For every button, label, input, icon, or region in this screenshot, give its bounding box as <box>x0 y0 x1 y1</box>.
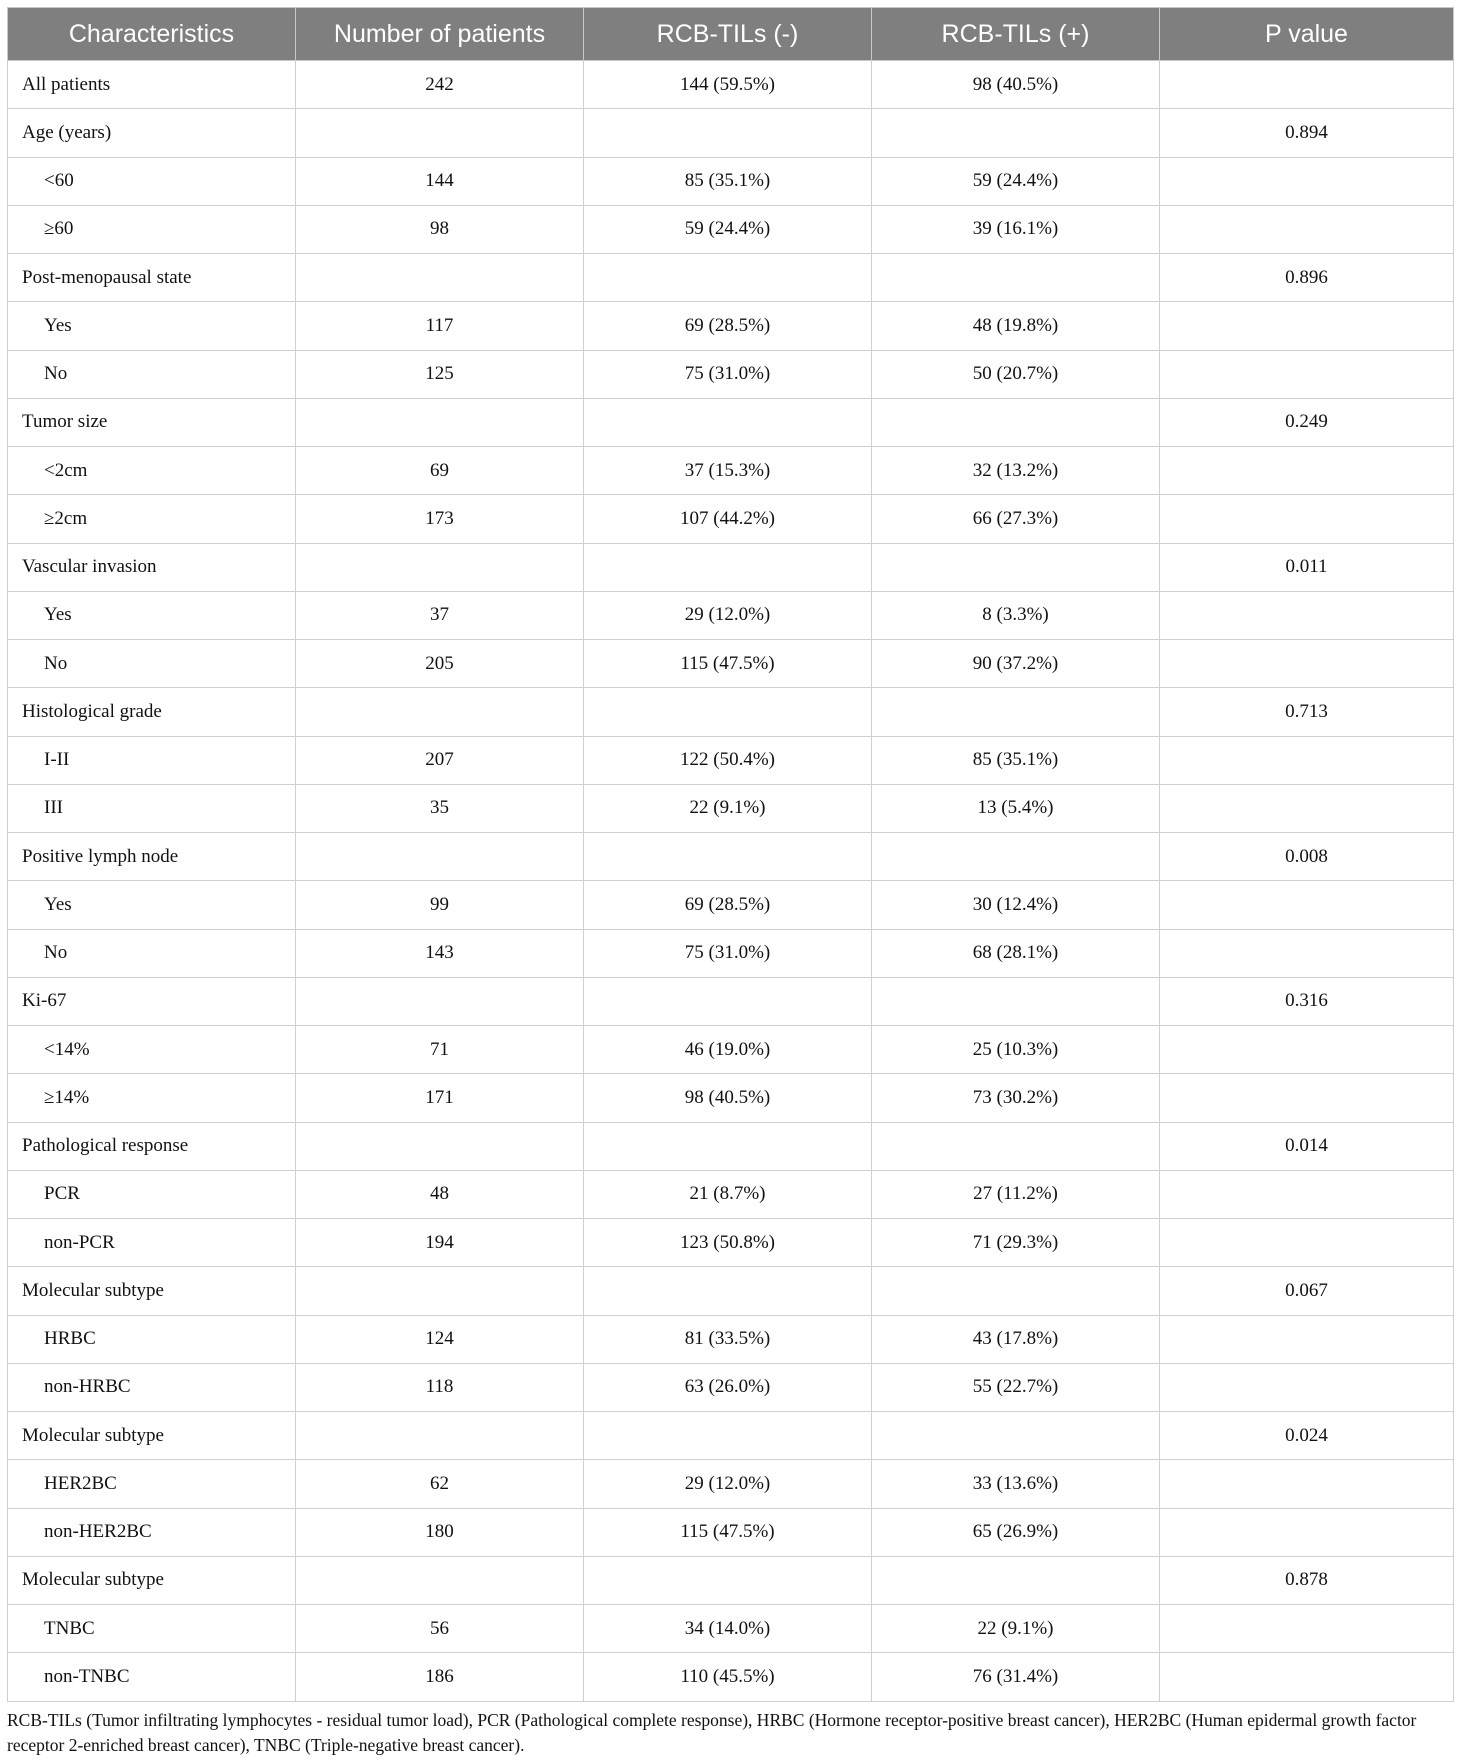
cell-rcb-tils-positive <box>872 254 1160 302</box>
cell-characteristic: Tumor size <box>8 398 296 446</box>
table-footnote: RCB-TILs (Tumor infiltrating lymphocytes - residual tumor load), PCR (Pathological complete response), HRBC (Hormone receptor-positive breast cancer), HER2BC (Human epidermal growth factor receptor 2-enriched breast cancer), TNBC (Triple-negative breast cancer). <box>7 1710 1417 1755</box>
cell-characteristic: Vascular invasion <box>8 543 296 591</box>
cell-number-of-patients: 205 <box>296 640 584 688</box>
cell-number-of-patients <box>296 1267 584 1315</box>
header-row <box>8 8 1454 61</box>
table-row-category <box>8 1122 1454 1170</box>
table-container <box>7 7 1453 1702</box>
cell-characteristic: ≥60 <box>8 205 296 253</box>
cell-number-of-patients: 62 <box>296 1460 584 1508</box>
cell-p-value: 0.894 <box>1160 109 1454 157</box>
cell-rcb-tils-positive: 68 (28.1%) <box>872 929 1160 977</box>
cell-p-value <box>1160 1605 1454 1653</box>
header-rcb-tils-positive: RCB-TILs (+) <box>872 8 1160 61</box>
cell-number-of-patients <box>296 543 584 591</box>
cell-number-of-patients: 125 <box>296 350 584 398</box>
cell-characteristic: HER2BC <box>8 1460 296 1508</box>
table-row-subgroup <box>8 447 1454 495</box>
cell-rcb-tils-negative <box>584 109 872 157</box>
cell-rcb-tils-negative: 122 (50.4%) <box>584 736 872 784</box>
cell-p-value: 0.878 <box>1160 1556 1454 1604</box>
table-row-category <box>8 61 1454 109</box>
cell-rcb-tils-negative: 37 (15.3%) <box>584 447 872 495</box>
cell-p-value <box>1160 1653 1454 1701</box>
cell-characteristic: Histological grade <box>8 688 296 736</box>
cell-number-of-patients <box>296 109 584 157</box>
cell-rcb-tils-negative <box>584 398 872 446</box>
cell-characteristic: <60 <box>8 157 296 205</box>
cell-rcb-tils-positive: 98 (40.5%) <box>872 61 1160 109</box>
cell-characteristic: Post-menopausal state <box>8 254 296 302</box>
cell-number-of-patients: 118 <box>296 1363 584 1411</box>
cell-characteristic: No <box>8 350 296 398</box>
cell-p-value <box>1160 881 1454 929</box>
header-p-value: P value <box>1160 8 1454 61</box>
cell-p-value <box>1160 1363 1454 1411</box>
cell-rcb-tils-positive: 25 (10.3%) <box>872 1026 1160 1074</box>
cell-p-value <box>1160 736 1454 784</box>
cell-rcb-tils-positive: 27 (11.2%) <box>872 1170 1160 1218</box>
table-row-category <box>8 109 1454 157</box>
cell-characteristic: Positive lymph node <box>8 833 296 881</box>
table-row-subgroup <box>8 640 1454 688</box>
cell-rcb-tils-negative: 115 (47.5%) <box>584 640 872 688</box>
cell-p-value: 0.014 <box>1160 1122 1454 1170</box>
cell-characteristic: No <box>8 640 296 688</box>
table-row-subgroup <box>8 157 1454 205</box>
cell-rcb-tils-negative <box>584 977 872 1025</box>
cell-rcb-tils-negative: 69 (28.5%) <box>584 881 872 929</box>
cell-number-of-patients: 173 <box>296 495 584 543</box>
cell-rcb-tils-positive <box>872 833 1160 881</box>
cell-number-of-patients: 98 <box>296 205 584 253</box>
cell-number-of-patients: 48 <box>296 1170 584 1218</box>
cell-number-of-patients <box>296 688 584 736</box>
cell-number-of-patients: 143 <box>296 929 584 977</box>
cell-p-value <box>1160 205 1454 253</box>
cell-rcb-tils-positive: 32 (13.2%) <box>872 447 1160 495</box>
cell-rcb-tils-negative: 107 (44.2%) <box>584 495 872 543</box>
cell-characteristic: No <box>8 929 296 977</box>
cell-number-of-patients: 37 <box>296 591 584 639</box>
cell-p-value <box>1160 157 1454 205</box>
cell-rcb-tils-positive: 13 (5.4%) <box>872 784 1160 832</box>
table-row-subgroup <box>8 881 1454 929</box>
cell-rcb-tils-positive <box>872 1267 1160 1315</box>
cell-number-of-patients: 117 <box>296 302 584 350</box>
cell-characteristic: Yes <box>8 302 296 350</box>
table-row-category <box>8 1412 1454 1460</box>
table-row-subgroup <box>8 929 1454 977</box>
cell-p-value <box>1160 1026 1454 1074</box>
cell-rcb-tils-positive: 65 (26.9%) <box>872 1508 1160 1556</box>
cell-rcb-tils-negative: 98 (40.5%) <box>584 1074 872 1122</box>
table-row-category <box>8 977 1454 1025</box>
table-row-subgroup <box>8 1460 1454 1508</box>
cell-characteristic: TNBC <box>8 1605 296 1653</box>
cell-number-of-patients: 124 <box>296 1315 584 1363</box>
cell-rcb-tils-negative <box>584 254 872 302</box>
table-row-subgroup <box>8 1219 1454 1267</box>
cell-number-of-patients: 144 <box>296 157 584 205</box>
cell-p-value <box>1160 1074 1454 1122</box>
cell-rcb-tils-positive <box>872 977 1160 1025</box>
cell-rcb-tils-negative: 34 (14.0%) <box>584 1605 872 1653</box>
cell-characteristic: <2cm <box>8 447 296 495</box>
cell-rcb-tils-negative <box>584 1412 872 1460</box>
cell-rcb-tils-negative <box>584 833 872 881</box>
cell-rcb-tils-positive <box>872 398 1160 446</box>
cell-rcb-tils-positive: 90 (37.2%) <box>872 640 1160 688</box>
table-row-subgroup <box>8 1653 1454 1701</box>
cell-rcb-tils-positive: 33 (13.6%) <box>872 1460 1160 1508</box>
table-row-subgroup <box>8 591 1454 639</box>
cell-characteristic: ≥14% <box>8 1074 296 1122</box>
cell-p-value <box>1160 640 1454 688</box>
cell-characteristic: Molecular subtype <box>8 1267 296 1315</box>
cell-rcb-tils-positive: 8 (3.3%) <box>872 591 1160 639</box>
cell-rcb-tils-negative: 46 (19.0%) <box>584 1026 872 1074</box>
cell-p-value <box>1160 591 1454 639</box>
characteristics-table <box>7 7 1454 1702</box>
cell-characteristic: HRBC <box>8 1315 296 1363</box>
cell-rcb-tils-positive: 66 (27.3%) <box>872 495 1160 543</box>
cell-p-value <box>1160 784 1454 832</box>
cell-number-of-patients: 171 <box>296 1074 584 1122</box>
table-row-subgroup <box>8 1605 1454 1653</box>
table-row-subgroup <box>8 205 1454 253</box>
cell-rcb-tils-negative: 115 (47.5%) <box>584 1508 872 1556</box>
cell-rcb-tils-positive: 50 (20.7%) <box>872 350 1160 398</box>
table-row-subgroup <box>8 1170 1454 1218</box>
cell-characteristic: Pathological response <box>8 1122 296 1170</box>
cell-rcb-tils-negative: 75 (31.0%) <box>584 350 872 398</box>
cell-number-of-patients: 207 <box>296 736 584 784</box>
table-row-category <box>8 833 1454 881</box>
cell-rcb-tils-positive: 85 (35.1%) <box>872 736 1160 784</box>
cell-rcb-tils-positive: 71 (29.3%) <box>872 1219 1160 1267</box>
cell-rcb-tils-positive <box>872 109 1160 157</box>
cell-rcb-tils-negative: 75 (31.0%) <box>584 929 872 977</box>
cell-number-of-patients <box>296 977 584 1025</box>
cell-number-of-patients: 186 <box>296 1653 584 1701</box>
cell-p-value <box>1160 1219 1454 1267</box>
cell-characteristic: I-II <box>8 736 296 784</box>
cell-characteristic: Molecular subtype <box>8 1556 296 1604</box>
cell-p-value <box>1160 61 1454 109</box>
table-row-category <box>8 543 1454 591</box>
cell-p-value: 0.024 <box>1160 1412 1454 1460</box>
table-row-subgroup <box>8 1363 1454 1411</box>
header-number-of-patients: Number of patients <box>296 8 584 61</box>
cell-rcb-tils-positive <box>872 1556 1160 1604</box>
cell-number-of-patients <box>296 1412 584 1460</box>
cell-p-value: 0.713 <box>1160 688 1454 736</box>
cell-rcb-tils-negative: 59 (24.4%) <box>584 205 872 253</box>
cell-p-value <box>1160 302 1454 350</box>
table-row-subgroup <box>8 736 1454 784</box>
cell-rcb-tils-negative: 110 (45.5%) <box>584 1653 872 1701</box>
header-rcb-tils-negative: RCB-TILs (-) <box>584 8 872 61</box>
cell-characteristic: Age (years) <box>8 109 296 157</box>
table-row-subgroup <box>8 1508 1454 1556</box>
cell-rcb-tils-negative <box>584 1267 872 1315</box>
cell-rcb-tils-positive <box>872 1122 1160 1170</box>
cell-rcb-tils-negative: 21 (8.7%) <box>584 1170 872 1218</box>
cell-p-value <box>1160 1170 1454 1218</box>
cell-p-value <box>1160 1315 1454 1363</box>
cell-number-of-patients: 56 <box>296 1605 584 1653</box>
cell-characteristic: III <box>8 784 296 832</box>
cell-number-of-patients <box>296 254 584 302</box>
cell-characteristic: PCR <box>8 1170 296 1218</box>
cell-number-of-patients: 69 <box>296 447 584 495</box>
cell-number-of-patients: 71 <box>296 1026 584 1074</box>
cell-rcb-tils-negative: 29 (12.0%) <box>584 591 872 639</box>
cell-p-value <box>1160 495 1454 543</box>
cell-rcb-tils-negative <box>584 1122 872 1170</box>
cell-number-of-patients <box>296 1556 584 1604</box>
table-row-subgroup <box>8 1074 1454 1122</box>
cell-rcb-tils-negative: 123 (50.8%) <box>584 1219 872 1267</box>
cell-rcb-tils-positive: 30 (12.4%) <box>872 881 1160 929</box>
cell-number-of-patients: 242 <box>296 61 584 109</box>
cell-rcb-tils-positive: 55 (22.7%) <box>872 1363 1160 1411</box>
cell-p-value <box>1160 447 1454 495</box>
cell-p-value: 0.249 <box>1160 398 1454 446</box>
table-row-subgroup <box>8 784 1454 832</box>
cell-rcb-tils-positive <box>872 543 1160 591</box>
cell-rcb-tils-positive: 43 (17.8%) <box>872 1315 1160 1363</box>
cell-characteristic: Ki-67 <box>8 977 296 1025</box>
cell-characteristic: non-PCR <box>8 1219 296 1267</box>
table-row-subgroup <box>8 350 1454 398</box>
table-row-subgroup <box>8 495 1454 543</box>
cell-number-of-patients <box>296 1122 584 1170</box>
cell-characteristic: Yes <box>8 591 296 639</box>
cell-rcb-tils-negative: 63 (26.0%) <box>584 1363 872 1411</box>
cell-rcb-tils-negative <box>584 688 872 736</box>
table-header <box>8 8 1454 61</box>
cell-rcb-tils-positive: 39 (16.1%) <box>872 205 1160 253</box>
cell-number-of-patients <box>296 398 584 446</box>
cell-p-value: 0.011 <box>1160 543 1454 591</box>
table-row-category <box>8 398 1454 446</box>
cell-rcb-tils-positive: 73 (30.2%) <box>872 1074 1160 1122</box>
cell-characteristic: non-HRBC <box>8 1363 296 1411</box>
cell-characteristic: Molecular subtype <box>8 1412 296 1460</box>
cell-characteristic: All patients <box>8 61 296 109</box>
cell-characteristic: non-TNBC <box>8 1653 296 1701</box>
table-row-subgroup <box>8 1026 1454 1074</box>
table-row-category <box>8 1267 1454 1315</box>
table-body <box>8 61 1454 1702</box>
cell-rcb-tils-positive <box>872 1412 1160 1460</box>
cell-rcb-tils-negative <box>584 1556 872 1604</box>
cell-characteristic: non-HER2BC <box>8 1508 296 1556</box>
cell-p-value <box>1160 350 1454 398</box>
cell-number-of-patients: 99 <box>296 881 584 929</box>
cell-p-value: 0.067 <box>1160 1267 1454 1315</box>
header-characteristics: Characteristics <box>8 8 296 61</box>
cell-rcb-tils-positive: 48 (19.8%) <box>872 302 1160 350</box>
cell-rcb-tils-negative: 144 (59.5%) <box>584 61 872 109</box>
cell-number-of-patients: 35 <box>296 784 584 832</box>
cell-rcb-tils-positive: 76 (31.4%) <box>872 1653 1160 1701</box>
cell-p-value <box>1160 1460 1454 1508</box>
cell-p-value <box>1160 1508 1454 1556</box>
cell-rcb-tils-negative <box>584 543 872 591</box>
cell-rcb-tils-negative: 22 (9.1%) <box>584 784 872 832</box>
cell-rcb-tils-positive: 22 (9.1%) <box>872 1605 1160 1653</box>
table-row-subgroup <box>8 1315 1454 1363</box>
cell-number-of-patients <box>296 833 584 881</box>
cell-characteristic: ≥2cm <box>8 495 296 543</box>
cell-p-value: 0.008 <box>1160 833 1454 881</box>
cell-rcb-tils-positive: 59 (24.4%) <box>872 157 1160 205</box>
cell-p-value <box>1160 929 1454 977</box>
cell-number-of-patients: 194 <box>296 1219 584 1267</box>
table-row-category <box>8 254 1454 302</box>
table-row-category <box>8 688 1454 736</box>
cell-rcb-tils-negative: 29 (12.0%) <box>584 1460 872 1508</box>
cell-characteristic: Yes <box>8 881 296 929</box>
table-row-subgroup <box>8 302 1454 350</box>
cell-p-value: 0.896 <box>1160 254 1454 302</box>
cell-rcb-tils-negative: 69 (28.5%) <box>584 302 872 350</box>
table-row-category <box>8 1556 1454 1604</box>
cell-rcb-tils-negative: 85 (35.1%) <box>584 157 872 205</box>
cell-rcb-tils-negative: 81 (33.5%) <box>584 1315 872 1363</box>
cell-characteristic: <14% <box>8 1026 296 1074</box>
cell-rcb-tils-positive <box>872 688 1160 736</box>
cell-p-value: 0.316 <box>1160 977 1454 1025</box>
cell-number-of-patients: 180 <box>296 1508 584 1556</box>
